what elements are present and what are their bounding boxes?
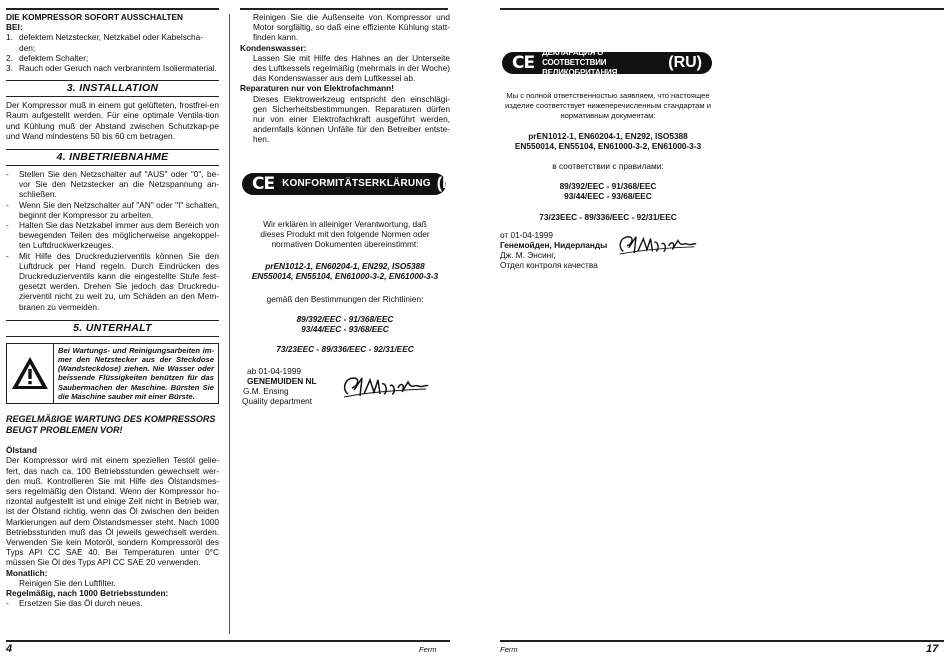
directives-line-3: 73/23EEC - 89/336/EEC - 92/31/EEC [539,211,677,222]
ce-mark-icon: CE [512,52,535,73]
regular-maintenance-heading: REGELMÄßIGE WARTUNG DES KOMPRESSORS BEUGT PROBLEMEN VOR! [6,414,216,435]
top-rule [240,8,448,10]
directives-line-2: 93/44/EEC - 93/68/EEC [564,191,652,202]
installation-text: Der Kompressor muß in einem gut gelüfteten, frostfrei-en Raum aufgestellt werden. Für eine optimale Ventila-tion und Kühlung muß der Abstand zwischen Schutzkap-pe und Wand mindestens 50 bis 60 cm betragen. [6,100,219,141]
every1000-heading: Regelmäßig, nach 1000 Betriebsstunden: [6,587,169,598]
directives-intro: gemäß den Bestimmungen der Richtlinien: [266,293,424,304]
page-number: 17 [926,643,939,655]
startup-heading: 4. INBETRIEBNAHME [6,149,219,166]
emergency-list [6,32,219,73]
repairs-heading: Reparaturen nur von Elektrofachmann! [240,83,394,94]
left-page [0,0,459,659]
standards-line-2: EN550014, EN55104, EN61000-3-2, EN61000-3-3 [251,271,439,282]
repairs-text: Dieses Elektrowerkzeug entspricht den einschlägi-gen Sicherheitsbestimmungen. Reparaturen dürfen nur von einer Elektrofachkraft ausgeführt werden, andernfalls können Unfälle für den Betreiber entste-hen. [253,93,450,145]
top-rule [6,8,219,10]
warning-box [6,343,219,404]
ce-mark-icon: CE [252,173,275,194]
oil-heading: Ölstand [6,445,37,456]
standards-line-1: prEN1012-1, EN60204-1, EN292, ISO5388 [265,261,425,272]
brand-footer: Ferm [500,645,518,654]
directives-line-2: 93/44/EEC - 93/68/EEC [301,324,389,335]
motor-text: Reinigen Sie die Außenseite von Kompressor und Motor sorgfältig, so daß eine effiziente Kühlung statt-finden kann. [253,12,450,43]
left-column-1 [6,12,219,608]
signature-image [340,372,430,402]
standards-line-2: EN550014, EN55104, EN61000-3-2, EN61000-3-3 [514,140,702,151]
top-rule [500,8,944,10]
list-item: - Ersetzen Sie das Öl durch neues. [6,598,143,609]
footer-rule [500,640,944,642]
left-column-2 [240,12,459,408]
right-column-1 [500,12,716,274]
emergency-title-2: BEI: [6,22,23,33]
monthly-text: Reinigen Sie den Luftfilter. [19,577,116,588]
conformity-title: ДЕКЛАРАЦИЯ О СООТВЕТСТВИИ ВЕЛИКОБРИТАНИЯ [542,47,618,78]
conformity-title: KONFORMITÄTSERKLÄRUNG [282,177,431,189]
page-number: 4 [6,643,13,655]
country-code: (D) [436,174,459,192]
emergency-title: DIE KOMPRESSOR SOFORT AUSSCHALTEN [6,12,184,22]
list-item: - Stellen Sie den Netzschalter auf "AUS" oder "0", be-vor Sie den Netzstecker an die Netzspannung an-schließen. [6,169,219,200]
signer-name: G.M. Ensing [243,386,289,397]
list-item: - Mit Hilfe des Druckreduzierventils können Sie den Luftdruck per Hand regeln. Durch Eindrücken des Druckreduzierventils kann die eingestellte Stufe fest-gesetzt werden. Drehen Sie jedoch das Druckredu-zierventil nicht zu weit zu, um Schäden an den Mem-branen zu vermeiden. [6,250,219,312]
right-page [494,0,950,659]
declaration-text: Мы с полной ответственностью заявляем, что настоящее изделие соответствует нижеперечисленным стандартам и нормативным документам: [505,91,711,121]
footer-rule [6,640,450,642]
condensate-heading: Kondenswasser: [240,42,307,53]
condensate-text: Lassen Sie mit Hilfe des Hahnes an der Unterseite des Luftkessels regelmäßig (mehrmals in der Woche) das Kondenswasser aus dem Luftkessel ab. [253,52,450,84]
declaration-text: Wir erklären in alleiniger Verantwortung, daß dieses Produkt mit den folgende Normen oder normativen Dokumenten übereinstimmt: [260,218,430,250]
directives-line-1: 89/392/EEC - 91/368/EEC [559,181,657,192]
city: GENEMUIDEN NL [247,376,317,387]
list-item: den; [19,42,36,53]
country-code: (RU) [668,53,702,71]
column-divider [229,14,230,634]
maintenance-heading: 5. UNTERHALT [6,320,219,337]
directives-intro: в соответствии с правилами: [552,161,664,172]
conformity-banner [502,47,712,78]
city: Генемойден, Нидерланды [500,239,608,250]
oil-text: Der Kompressor wird mit einem speziellen Testöl gelie-fert, das nach ca. 100 Betriebsstunden gewechselt wer-den muß. Kontrollieren Sie mit Hilfe des Ölstandsmes-sers regelmäßig den Ölstand. Wenn der Kompressor ho-rizontal aufgestellt ist und einige Zeit nicht in Betrieb war, ist der Ölstand richtig, wenn das Öl zwischen den beiden Markierungen auf dem Ölstandsmesser steht. Nach 1000 Betriebsstunden muß das Öl jeweils gewechselt werden. Verwenden Sie kein Motoröl, sondern Kompressoröl des Typs API CC SAE 40. Bei Temperaturen unter 0°C müssen Sie Öl des Typs API CC SAE 20 verwenden. [6,455,219,568]
signer-name: Дж. М. Энсинг, [500,249,556,260]
brand-footer: Ferm [419,645,437,654]
standards-line-1: prEN1012-1, EN60204-1, EN292, ISO5388 [528,130,688,141]
list-item: 3. Rauch oder Geruch nach verbranntem Isoliermaterial. [6,63,217,74]
warning-text: Bei Wartungs- und Reinigungsarbeiten im-mer den Netzstecker aus der Steckdose (Wandsteckdose) ziehen. Nie Wasser oder beissende Flüssigkeiten benützen für das Saubermachen der Maschine. Bürsten Sie die Maschine sauber mit einer Bürste. [58,345,214,401]
warning-triangle-icon [7,344,54,403]
directives-line-1: 89/392/EEC - 91/368/EEC [296,313,394,324]
conformity-banner [242,173,459,195]
signature-image [616,230,698,260]
signature-block [240,366,450,408]
list-item: - Halten Sie das Netzkabel immer aus dem Bereich von bewegenden Teilen des möglicherweise angekoppel-ten Luftdruckwerkzeuges. [6,220,219,251]
department: Quality department [242,396,313,407]
signature-block [500,230,716,274]
monthly-heading: Monatlich: [6,567,48,578]
list-item: - Wenn Sie den Netzschalter auf "AN" oder "I" schalten, beginnt der Kompressor zu arbeiten. [6,199,219,220]
directives-line-3: 73/23EEC - 89/336/EEC - 92/31/EEC [276,344,414,355]
list-item: 2. defektem Schalter; [6,52,89,63]
date: ab 01-04-1999 [247,366,301,377]
startup-list [6,169,219,312]
installation-heading: 3. INSTALLATION [6,80,219,97]
department: Отдел контроля качества [500,259,598,270]
date: от 01-04-1999 [500,229,553,240]
list-item: 1. defektem Netzstecker, Netzkabel oder Kabelscha- [6,32,204,43]
every1000-list [6,598,219,608]
